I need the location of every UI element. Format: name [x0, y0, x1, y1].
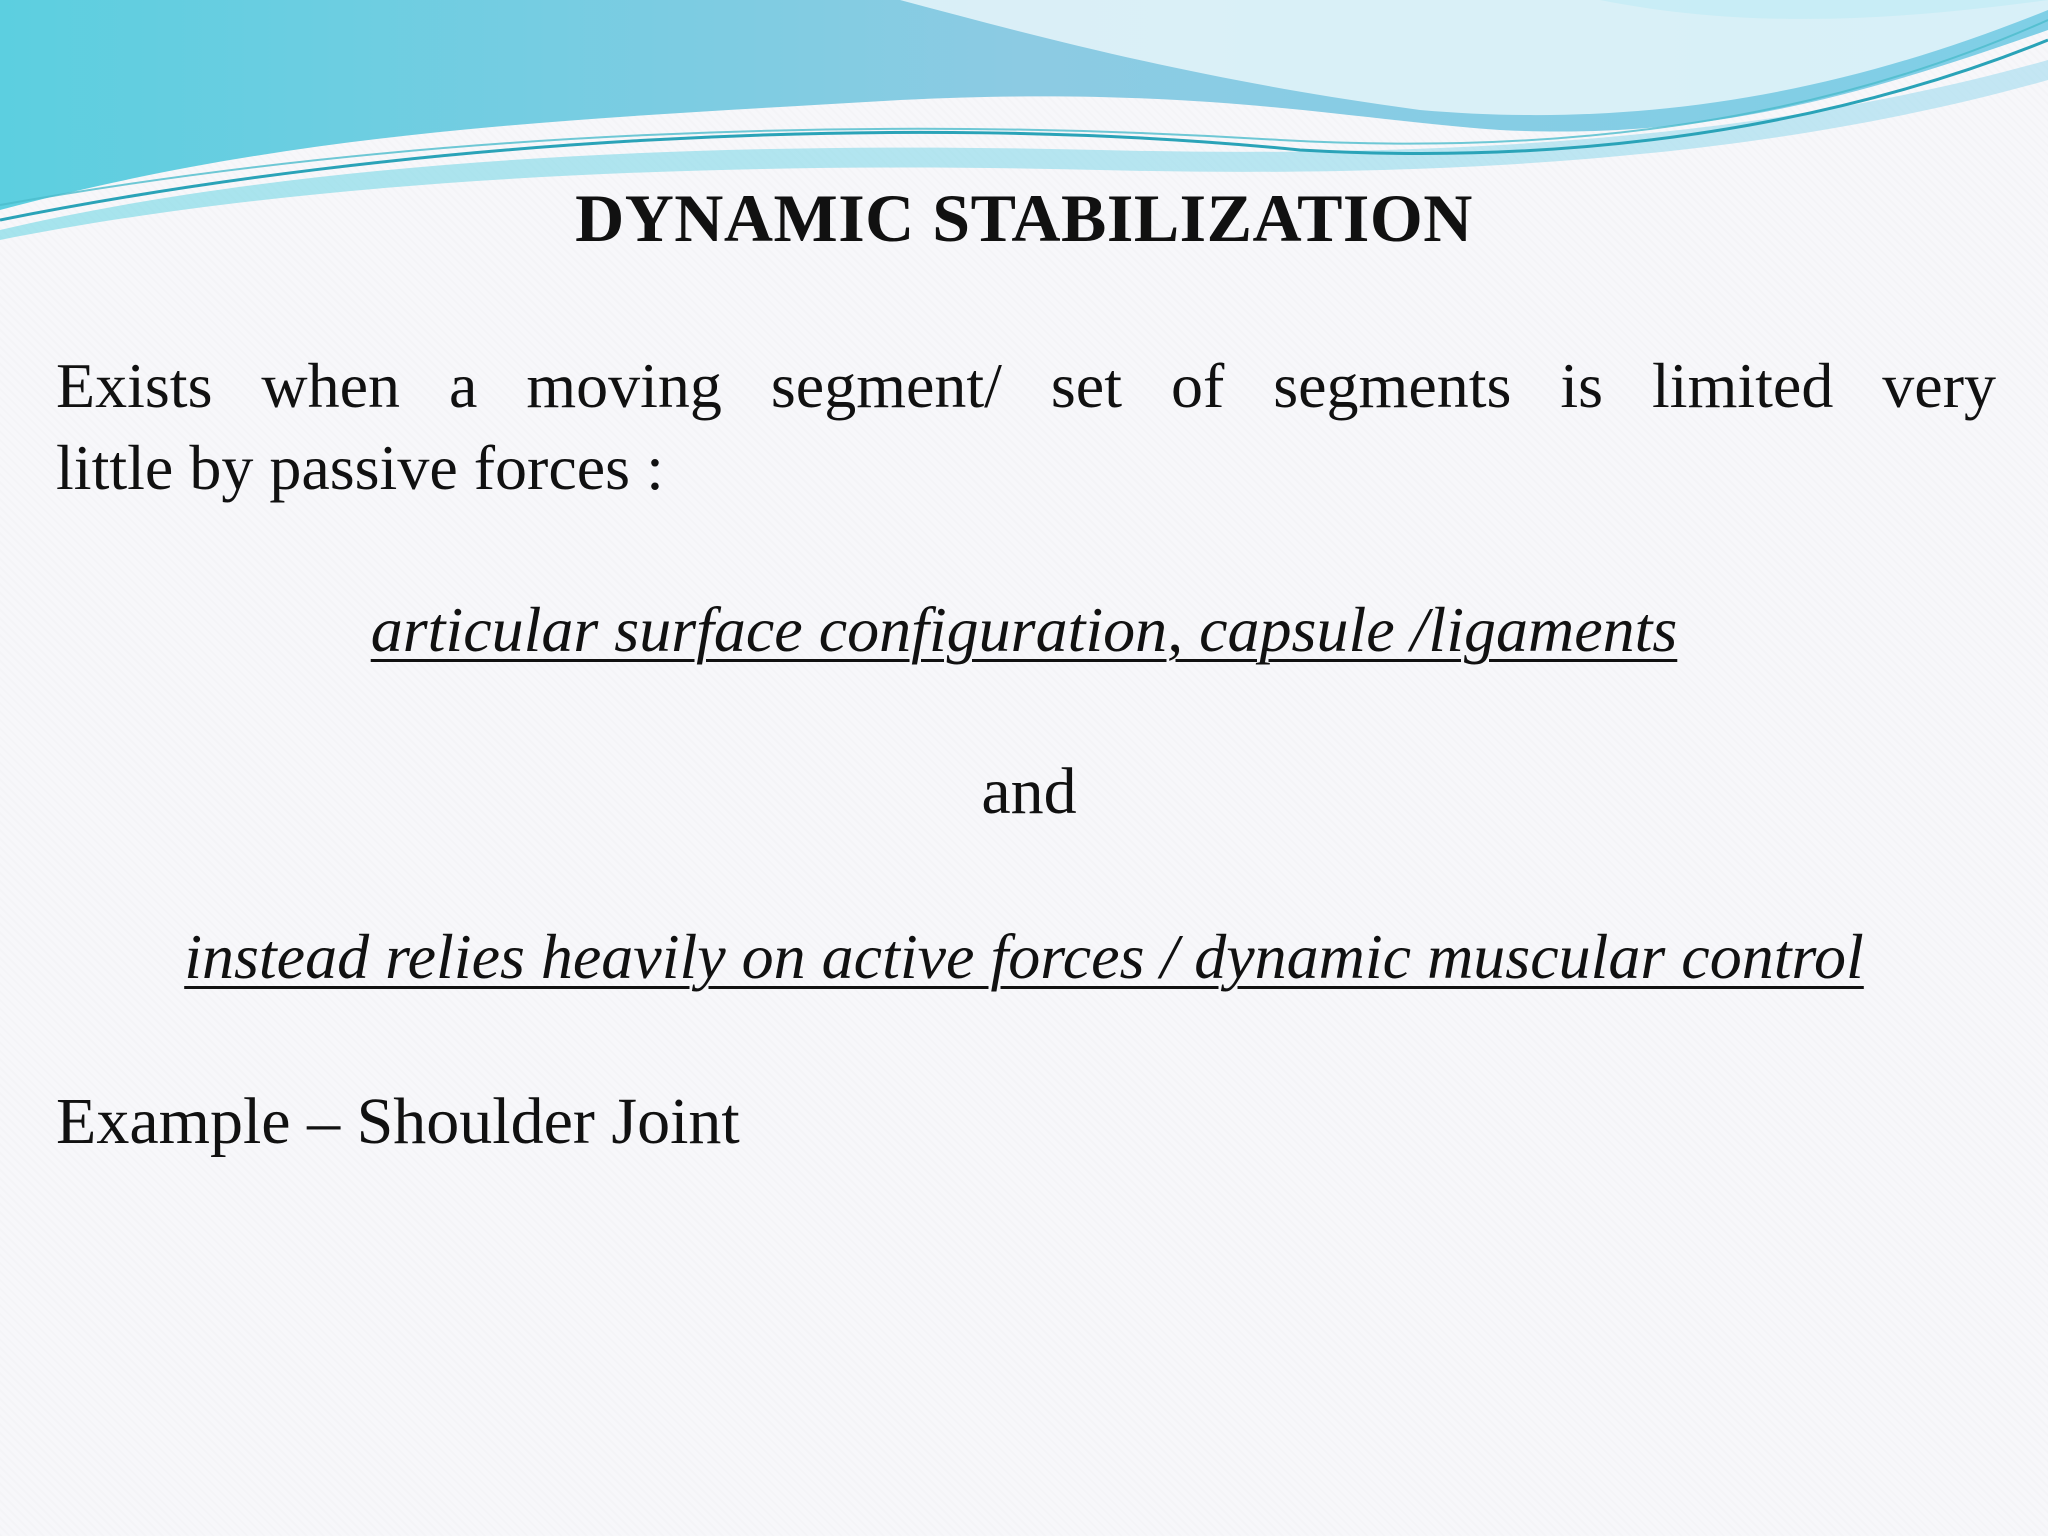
passive-forces-list [0, 590, 2048, 670]
connector-text: and [981, 755, 1077, 828]
definition-line-1: Exists when a moving segment/ set of segments is limited very [56, 350, 1996, 421]
definition-line-2: little by passive forces : [56, 432, 664, 503]
example-text: Example – Shoulder Joint [56, 1085, 740, 1158]
active-forces-text: instead relies heavily on active forces / dynamic muscular control [184, 921, 1864, 992]
slide-title: DYNAMIC STABILIZATION [575, 180, 1473, 256]
active-forces-statement [0, 917, 2048, 997]
passive-forces-text: articular surface configuration, capsule /ligaments [370, 594, 1678, 665]
definition-paragraph [56, 345, 1996, 509]
